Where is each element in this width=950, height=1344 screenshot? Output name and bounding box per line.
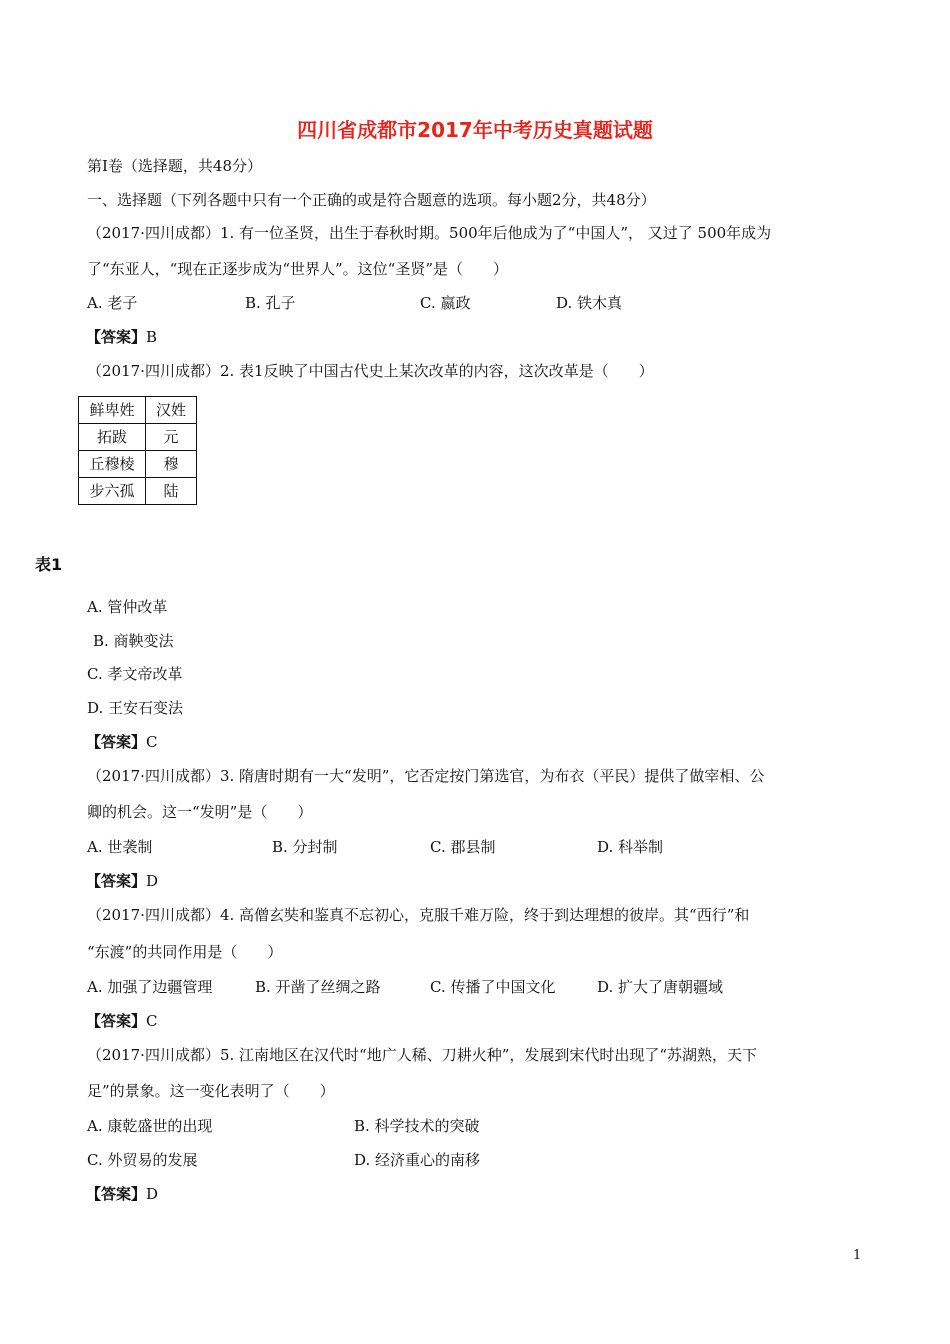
- table-cell: 鲜卑姓: [79, 397, 146, 424]
- question-1-option-c: C. 嬴政: [420, 294, 471, 312]
- answer-value: B: [146, 328, 158, 346]
- answer-label: 【答案】: [86, 733, 147, 751]
- question-1-answer: [86, 327, 157, 347]
- table-row: [79, 424, 197, 451]
- question-2-option-c: C. 孝文帝改革: [87, 665, 183, 683]
- table-cell: 陆: [146, 478, 197, 505]
- surname-table: [78, 396, 197, 505]
- question-1-line-1: （2017·四川成都）1. 有一位圣贤，出生于春秋时期。500年后他成为了“中国人”， 又过了 500年成为: [87, 224, 772, 242]
- page-title: 四川省成都市2017年中考历史真题试题: [297, 118, 653, 142]
- question-4-option-d: D. 扩大了唐朝疆域: [597, 978, 724, 996]
- question-3-option-a: A. 世袭制: [87, 838, 153, 856]
- table-cell: 汉姓: [146, 397, 197, 424]
- question-5-option-c: C. 外贸易的发展: [87, 1151, 198, 1169]
- table-row: [79, 397, 197, 424]
- question-4-option-b: B. 开凿了丝绸之路: [255, 978, 381, 996]
- answer-label: 【答案】: [86, 1185, 147, 1203]
- question-2-option-a: A. 管仲改革: [87, 598, 168, 616]
- answer-value: D: [146, 872, 159, 890]
- question-4-option-a: A. 加强了边疆管理: [87, 978, 213, 996]
- answer-label: 【答案】: [86, 1012, 147, 1030]
- answer-label: 【答案】: [86, 328, 147, 346]
- answer-value: C: [146, 1012, 158, 1030]
- question-5-option-a: A. 康乾盛世的出现: [87, 1117, 213, 1135]
- table-caption: 表1: [35, 555, 63, 574]
- table-cell: 拓跋: [79, 424, 146, 451]
- table-cell: 元: [146, 424, 197, 451]
- table-cell: 丘穆棱: [79, 451, 146, 478]
- question-4-line-1: （2017·四川成都）4. 高僧玄奘和鉴真不忘初心，克服千难万险，终于到达理想的彼岸。其“西行”和: [87, 906, 750, 924]
- answer-label: 【答案】: [86, 872, 147, 890]
- question-1-line-2: 了“东亚人，“现在正逐步成为“世界人”。这位“圣贤”是（ ）: [87, 260, 509, 278]
- question-4-answer: [86, 1011, 158, 1031]
- table-row: [79, 451, 197, 478]
- volume-heading: 第Ⅰ卷（选择题，共48分）: [87, 157, 263, 175]
- question-3-option-d: D. 科举制: [597, 838, 664, 856]
- question-2-option-b: B. 商鞅变法: [93, 632, 174, 650]
- question-5-line-1: （2017·四川成都）5. 江南地区在汉代时“地广人稀、刀耕火种”，发展到宋代时出现了“苏湖熟，天下: [87, 1046, 758, 1064]
- question-5-option-b: B. 科学技术的突破: [354, 1117, 480, 1135]
- table-cell: 穆: [146, 451, 197, 478]
- question-2-answer: [86, 732, 158, 752]
- question-3-option-c: C. 郡县制: [430, 838, 496, 856]
- question-1-option-b: B. 孔子: [245, 294, 296, 312]
- question-4-line-2: “东渡”的共同作用是（ ）: [87, 943, 283, 961]
- question-3-line-1: （2017·四川成都）3. 隋唐时期有一大“发明”，它否定按门第选官，为布衣（平民）提供了做宰相、公: [87, 767, 765, 785]
- section-instructions: 一、选择题（下列各题中只有一个正确的或是符合题意的选项。每小题2分，共48分）: [87, 191, 656, 209]
- question-3-answer: [86, 871, 158, 891]
- question-1-option-d: D. 铁木真: [556, 294, 623, 312]
- page-number: 1: [853, 1248, 862, 1263]
- question-1-option-a: A. 老子: [87, 294, 138, 312]
- question-5-line-2: 足”的景象。这一变化表明了（ ）: [87, 1082, 335, 1100]
- question-2-line-1: （2017·四川成都）2. 表1反映了中国古代史上某次改革的内容，这次改革是（ ）: [87, 362, 654, 380]
- answer-value: D: [146, 1185, 159, 1203]
- table-cell: 步六孤: [79, 478, 146, 505]
- question-3-option-b: B. 分封制: [272, 838, 338, 856]
- question-2-option-d: D. 王安石变法: [87, 699, 184, 717]
- question-4-option-c: C. 传播了中国文化: [430, 978, 556, 996]
- question-3-line-2: 卿的机会。这一“发明”是（ ）: [87, 803, 313, 821]
- question-5-option-d: D. 经济重心的南移: [354, 1151, 481, 1169]
- answer-value: C: [146, 733, 158, 751]
- table-row: [79, 478, 197, 505]
- question-5-answer: [86, 1184, 158, 1204]
